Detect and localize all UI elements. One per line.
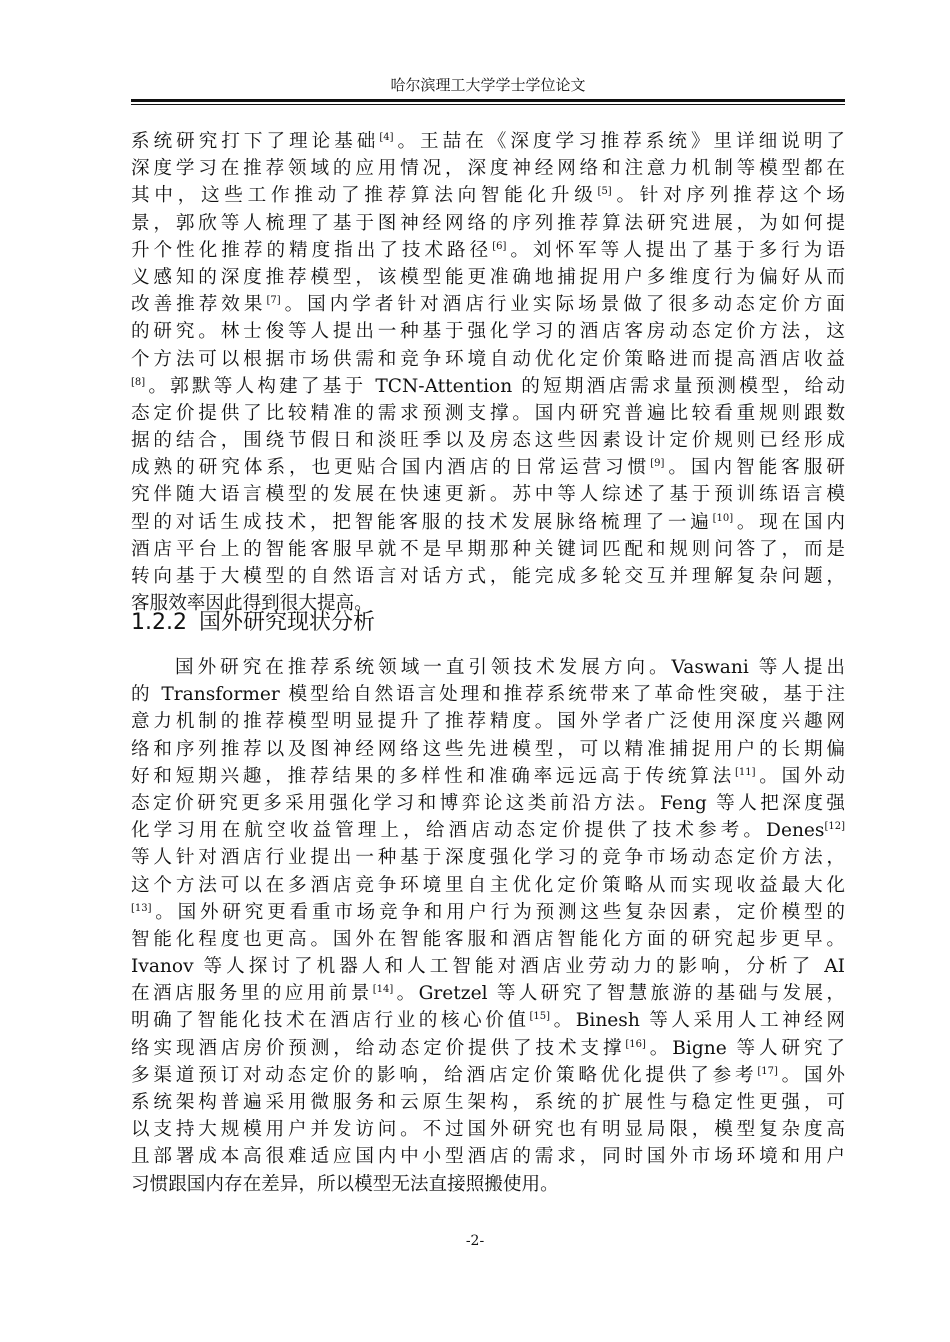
text-run: 智能化程度也更高。国外在智能客服和酒店智能化方面的研究起步更早。 (131, 928, 845, 950)
text-run: 转向基于大模型的自然语言对话方式，能完成多轮交互并理解复杂问题， (131, 566, 845, 587)
paragraph-domestic-research (131, 128, 845, 617)
text-run: 个方法可以根据市场供需和竞争环境自动优化定价策略进而提高酒店收益 (131, 348, 845, 370)
text-run: 成熟的研究体系，也更贴合国内酒店的日常运营习惯 (131, 457, 651, 479)
text-run: 。国内学者针对酒店行业实际场景做了很多动态定价方面 (280, 294, 845, 316)
text-run: 。国内智能客服研 (664, 457, 845, 479)
text-run: 。国外 (777, 1064, 845, 1086)
text-run: 系统架构普遍采用微服务和云原生架构，系统的扩展性与稳定性更强，可 (131, 1092, 845, 1113)
text-run: 这个方法可以在多酒店竞争环境里自主优化定价策略从而实现收益最大化 (131, 874, 845, 896)
citation-marker: [11] (734, 766, 756, 778)
text-line (131, 264, 845, 291)
text-line (131, 536, 845, 563)
text-run: 络实现酒店房价预测，给动态定价提供了技术支撑 (131, 1037, 626, 1059)
text-line (131, 899, 845, 926)
text-run: 景，郭欣等人梳理了基于图神经网络的序列推荐算法研究进展，为如何提 (131, 212, 845, 234)
text-run: 意力机制的推荐模型明显提升了推荐精度。国外学者广泛使用深度兴趣网 (131, 711, 845, 733)
text-run: 在酒店服务里的应用前景 (131, 983, 373, 1005)
text-run: 酒店平台上的智能客服早就不是早期那种关键词匹配和规则问答了，而是 (131, 538, 845, 560)
text-run: 。国外动 (755, 765, 845, 787)
text-run: 改善推荐效果 (131, 294, 267, 316)
text-run: 升个性化推荐的精度指出了技术路径 (131, 239, 493, 261)
citation-marker: [8] (131, 376, 146, 388)
text-run: 。国外研究更看重市场竞争和用户行为预测这些复杂因素，定价模型的 (151, 901, 845, 923)
text-line (131, 291, 845, 318)
text-line (131, 400, 845, 427)
section-title: 国外研究现状分析 (198, 610, 375, 635)
text-line (131, 155, 845, 182)
text-line (131, 708, 845, 735)
text-run: 客服效率因此得到很大提高。 (131, 593, 373, 615)
section-number: 1.2.2 (131, 610, 187, 635)
citation-marker: [7] (266, 295, 281, 307)
text-line (131, 1007, 845, 1034)
citation-marker: [17] (757, 1065, 778, 1077)
section-heading (131, 608, 375, 638)
text-run: 。郭默等人构建了基于 TCN-Attention 的短期酒店需求量预测模型，给动 (145, 375, 845, 397)
citation-marker: [16] (625, 1038, 646, 1050)
text-line (131, 1116, 845, 1143)
text-line (131, 210, 845, 237)
citation-marker: [4] (379, 132, 394, 143)
citation-marker: [5] (597, 186, 612, 198)
citation-marker: [14] (372, 984, 394, 996)
text-line (131, 926, 845, 953)
text-line (131, 763, 845, 790)
header-rule-thick (131, 99, 845, 102)
text-line (131, 872, 845, 899)
text-run: 据的结合，围绕节假日和淡旺季以及房态这些因素设计定价规则已经形成 (131, 430, 845, 452)
text-line (131, 318, 845, 345)
text-run: 。Binesh 等人采用人工神经网 (550, 1010, 845, 1032)
text-run: 。Gretzel 等人研究了智慧旅游的基础与发展， (393, 983, 845, 1005)
text-line (131, 481, 845, 508)
text-line (131, 1062, 845, 1089)
text-line (131, 237, 845, 264)
text-run: 究伴随大语言模型的发展在快速更新。苏中等人综述了基于预训练语言模 (131, 484, 845, 506)
text-run: 。Bigne 等人研究了 (645, 1037, 845, 1059)
text-run: 态定价研究更多采用强化学习和博弈论这类前沿方法。Feng 等人把深度强 (131, 792, 845, 814)
text-run: Ivanov 等人探讨了机器人和人工智能对酒店业劳动力的影响，分析了 AI (131, 956, 845, 978)
text-run: 化学习用在航空收益管理上，给酒店动态定价提供了技术参考。Denes (131, 820, 825, 842)
citation-marker: [12] (824, 821, 845, 833)
text-line (131, 953, 845, 980)
text-line (131, 509, 845, 536)
header-rule-thin (131, 104, 845, 105)
text-run: 习惯跟国内存在差异，所以模型无法直接照搬使用。 (131, 1173, 559, 1195)
page-number: -2- (465, 1233, 485, 1249)
text-run: 型的对话生成技术，把智能客服的技术发展脉络梳理了一遍 (131, 511, 713, 533)
citation-marker: [6] (492, 240, 507, 252)
text-run: 多渠道预订对动态定价的影响，给酒店定价策略优化提供了参考 (131, 1064, 758, 1086)
text-line (131, 373, 845, 400)
text-run: 。王喆在《深度学习推荐系统》里详细说明了 (393, 131, 845, 152)
text-run: 以支持大规模用户并发访问。不过国外研究也有明显局限，模型复杂度高 (131, 1119, 845, 1141)
text-run: 的 Transformer 模型给自然语言处理和推荐系统带来了革命性突破，基于注 (131, 684, 845, 706)
citation-marker: [15] (529, 1011, 551, 1023)
text-run: 系统研究打下了理论基础 (131, 131, 380, 152)
text-line (131, 790, 845, 817)
citation-marker: [10] (712, 512, 734, 524)
text-line (131, 844, 845, 871)
citation-marker: [13] (131, 902, 152, 914)
text-line (131, 182, 845, 209)
text-run: 络和序列推荐以及图神经网络这些先进模型，可以精准捕捉用户的长期偏 (131, 738, 845, 760)
text-line (131, 427, 845, 454)
text-line (131, 980, 845, 1007)
text-run: 。刘怀军等人提出了基于多行为语 (506, 239, 845, 261)
text-run: 国外研究在推荐系统领域一直引领技术发展方向。Vaswani 等人提出 (175, 657, 845, 678)
text-line (131, 1035, 845, 1062)
text-line (131, 346, 845, 373)
paragraph-foreign-research (131, 654, 845, 1198)
text-run: 明确了智能化技术在酒店行业的核心价值 (131, 1010, 530, 1032)
text-run: 义感知的深度推荐模型，该模型能更准确地捕捉用户多维度行为偏好从而 (131, 266, 845, 288)
text-line (131, 1143, 845, 1170)
text-run: 等人针对酒店行业提出一种基于深度强化学习的竞争市场动态定价方法， (131, 847, 845, 869)
text-run: 。现在国内 (733, 511, 845, 533)
text-line (131, 1089, 845, 1116)
text-line (131, 817, 845, 844)
text-run: 的研究。林士俊等人提出一种基于强化学习的酒店客房动态定价方法，这 (131, 321, 845, 343)
running-header: 哈尔滨理工大学学士学位论文 (390, 76, 586, 94)
text-line (131, 681, 845, 708)
text-run: 其中，这些工作推动了推荐算法向智能化升级 (131, 185, 598, 207)
text-line (131, 454, 845, 481)
text-run: 深度学习在推荐领域的应用情况，深度神经网络和注意力机制等模型都在 (131, 158, 845, 180)
text-line (131, 654, 845, 681)
text-line (131, 128, 845, 155)
text-run: 态定价提供了比较精准的需求预测支撑。国内研究普遍比较看重规则跟数 (131, 402, 845, 424)
text-line (131, 1171, 845, 1198)
text-run: 且部署成本高很难适应国内中小型酒店的需求，同时国外市场环境和用户 (131, 1146, 845, 1168)
text-line (131, 736, 845, 763)
text-line (131, 563, 845, 590)
text-run: 好和短期兴趣，推荐结果的多样性和准确率远远高于传统算法 (131, 765, 735, 787)
citation-marker: [9] (650, 458, 665, 470)
text-run: 。针对序列推荐这个场 (611, 185, 845, 207)
